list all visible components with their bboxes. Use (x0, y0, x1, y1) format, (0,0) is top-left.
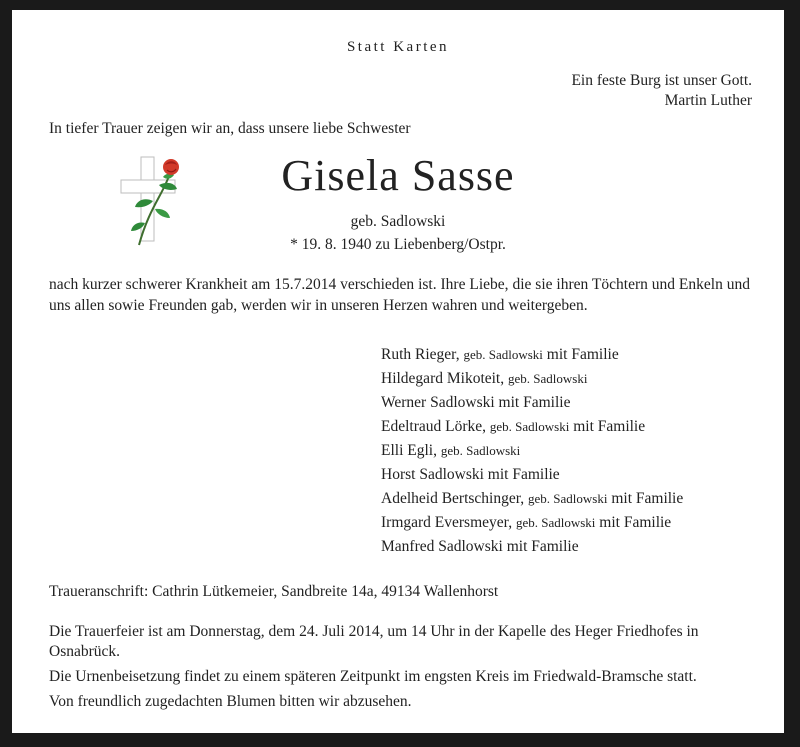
funeral-notices (49, 622, 759, 712)
family-member (381, 514, 671, 532)
family-member-name: Elli Egli, (381, 442, 437, 459)
family-member (381, 538, 579, 556)
family-member (381, 346, 619, 364)
family-member-name: Edeltraud Lörke, (381, 418, 487, 435)
family-member-name: Ruth Rieger, (381, 346, 460, 363)
header-statt-karten: Statt Karten (346, 39, 450, 55)
family-member (381, 466, 560, 484)
family-member-name: Adelheid Bertschinger, (381, 490, 525, 507)
obituary-paragraph: nach kurzer schwerer Krankheit am 15.7.2014 verschieden ist. Ihre Liebe, die sie ihren Töchtern und Enkeln und uns allen sowie Freunden gab, werden wir in unseren Herzen wahren und weitergeben. (49, 276, 750, 314)
flowers-notice: Von freundlich zugedachten Blumen bitten wir abzusehen. (49, 693, 412, 710)
family-member-nee: geb. Sadlowski (440, 443, 521, 458)
family-member-name: Hildegard Mikoteit, (381, 370, 505, 387)
deceased-maiden-name: geb. Sadlowski (350, 213, 446, 230)
quote-author: Martin Luther (664, 92, 752, 109)
family-member (381, 394, 570, 412)
obituary-notice (12, 10, 784, 733)
family-member (381, 418, 645, 436)
family-member-name: Irmgard Eversmeyer, (381, 514, 513, 531)
family-member-nee: geb. Sadlowski (489, 419, 570, 434)
family-member-suffix: mit Familie (599, 514, 672, 531)
family-member (381, 490, 683, 508)
mourning-address: Traueranschrift: Cathrin Lütkemeier, Sandbreite 14a, 49134 Wallenhorst (49, 583, 499, 600)
family-member-name: Horst Sadlowski mit Familie (381, 466, 560, 483)
family-member-suffix: mit Familie (546, 346, 619, 363)
intro-line: In tiefer Trauer zeigen wir an, dass unsere liebe Schwester (49, 120, 411, 137)
family-member-suffix: mit Familie (573, 418, 646, 435)
family-member-nee: geb. Sadlowski (515, 515, 596, 530)
family-member-suffix: mit Familie (611, 490, 684, 507)
deceased-birth: * 19. 8. 1940 zu Liebenberg/Ostpr. (290, 236, 506, 253)
family-member-nee: geb. Sadlowski (463, 347, 543, 362)
family-member-name: Werner Sadlowski mit Familie (381, 394, 571, 411)
family-member (381, 370, 587, 388)
deceased-name: Gisela Sasse (281, 151, 515, 200)
funeral-service-notice: Die Trauerfeier ist am Donnerstag, dem 24. Juli 2014, um 14 Uhr in der Kapelle des Heger Friedhofes in Osnabrück. (49, 623, 699, 660)
family-member-name: Manfred Sadlowski mit Familie (381, 538, 579, 555)
family-member-nee: geb. Sadlowski (528, 491, 608, 506)
family-member-nee: geb. Sadlowski (508, 371, 588, 386)
family-member (381, 442, 520, 460)
quote-text: Ein feste Burg ist unser Gott. (571, 72, 752, 89)
urn-burial-notice: Die Urnenbeisetzung findet zu einem späteren Zeitpunkt im engsten Kreis im Friedwald-Bramsche statt. (49, 668, 697, 685)
